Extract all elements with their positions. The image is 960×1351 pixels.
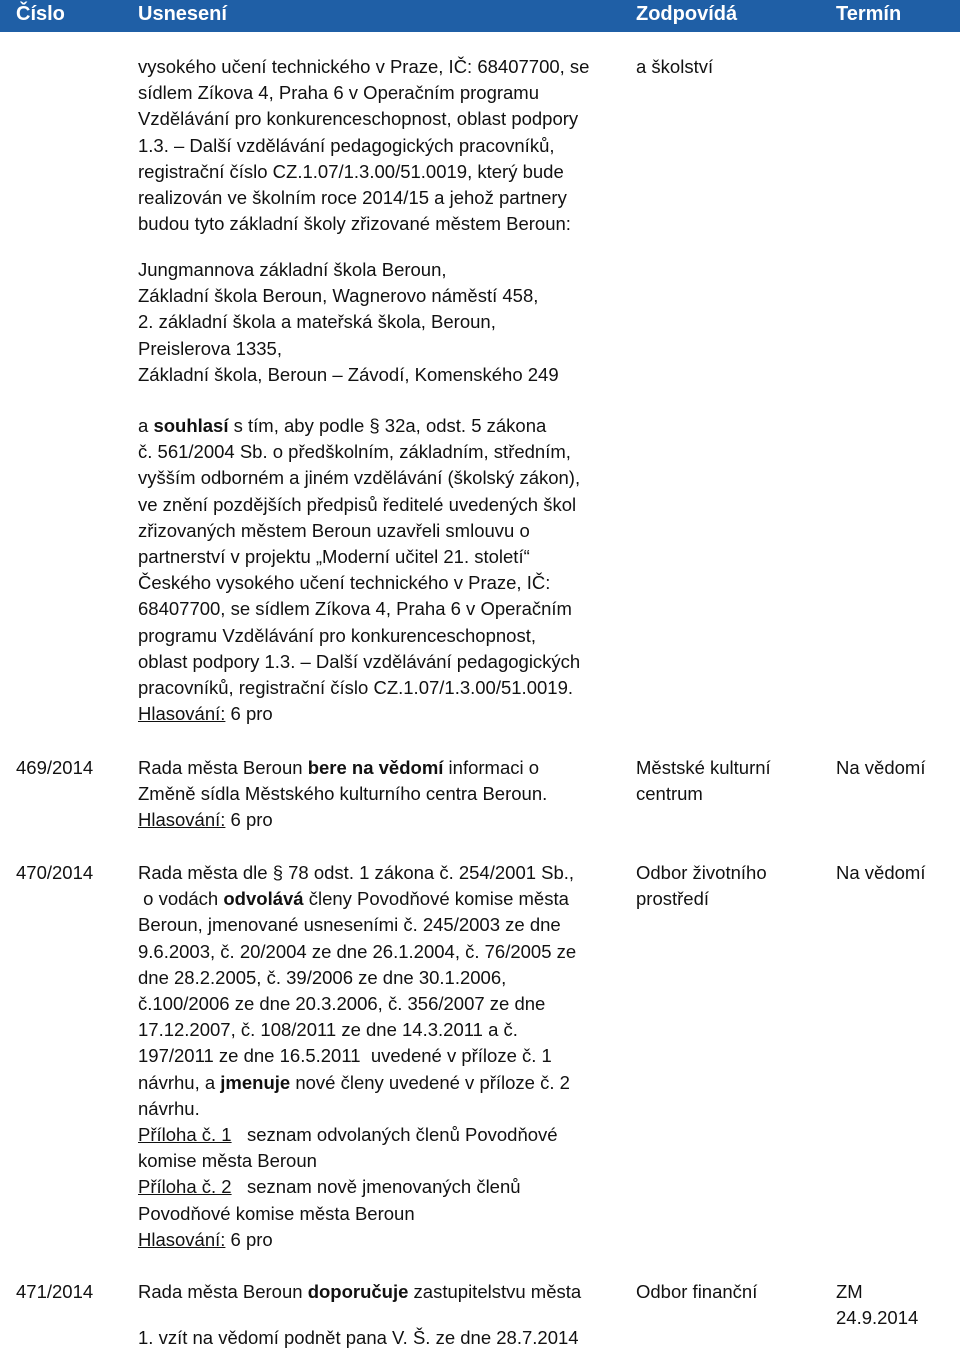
- text-line: Vzdělávání pro konkurenceschopnost, oblast podpory: [138, 108, 579, 130]
- vote-label: Hlasování:: [138, 703, 226, 725]
- list-item: 1. vzít na vědomí podnět pana V. Š. ze dne 28.7.2014: [138, 1327, 579, 1349]
- vote-value: 6 pro: [225, 1228, 273, 1250]
- attachment-label: Příloha č. 2: [138, 1176, 232, 1198]
- text-line: dne 28.2.2005, č. 39/2006 ze dne 30.1.2006,: [138, 966, 507, 988]
- text-fragment: Rada města Beroun: [138, 757, 308, 778]
- header-usneseni: Usnesení: [138, 3, 227, 25]
- school-item: Jungmannova základní škola Beroun,: [138, 259, 447, 280]
- text-line: Českého vysokého učení technického v Praze, IČ:: [138, 572, 551, 594]
- resolution-text: [138, 755, 638, 834]
- text-line: programu Vzdělávání pro konkurenceschopnost,: [138, 624, 536, 646]
- text-fragment: seznam nově jmenovaných členů: [231, 1176, 521, 1198]
- resolution-text: [138, 860, 638, 1253]
- vote-label: Hlasování:: [138, 1228, 226, 1250]
- school-item: Základní škola, Beroun – Závodí, Komenského 249: [138, 363, 559, 385]
- text-line: 17.12.2007, č. 108/2011 ze dne 14.3.2011 a č.: [138, 1019, 518, 1041]
- text-line: 9.6.2003, č. 20/2004 ze dne 26.1.2004, č. 76/2005 ze: [138, 940, 577, 962]
- text-line: 68407700, se sídlem Zíkova 4, Praha 6 v Operačním: [138, 598, 572, 620]
- text-fragment: seznam odvolaných členů Povodňové: [231, 1124, 558, 1146]
- responsible: [636, 860, 826, 912]
- text-line: [138, 755, 638, 781]
- text-line: komise města Beroun: [138, 1150, 317, 1172]
- text-line: Beroun, jmenované usneseními č. 245/2003 ze dne: [138, 914, 561, 936]
- text-line: Rada města dle § 78 odst. 1 zákona č. 254/2001 Sb.,: [138, 862, 575, 883]
- attachment-line: [138, 1122, 638, 1148]
- consent-text: [138, 413, 638, 727]
- text-line: ZM: [836, 1281, 863, 1302]
- text-fragment: nové členy uvedené v příloze č. 2: [290, 1071, 570, 1093]
- vote-value: 6 pro: [225, 809, 273, 831]
- deadline: Na vědomí: [836, 757, 926, 778]
- vote-line: [138, 701, 638, 727]
- bold-term: odvolává: [223, 888, 304, 910]
- text-line: ve znění pozdějších předpisů ředitelé uvedených škol: [138, 493, 577, 515]
- vote-value: 6 pro: [225, 703, 273, 725]
- text-line: 197/2011 ze dne 16.5.2011 uvedené v příloze č. 1: [138, 1045, 552, 1067]
- text-line: registrační číslo CZ.1.07/1.3.00/51.0019, který bude: [138, 160, 564, 182]
- text-line: pracovníků, registrační číslo CZ.1.07/1.3.00/51.0019.: [138, 677, 573, 699]
- header-cislo: Číslo: [16, 3, 65, 25]
- school-item: 2. základní škola a mateřská škola, Beroun,: [138, 311, 496, 333]
- text-line: vyšším odborném a jiném vzdělávání (školský zákon),: [138, 467, 581, 489]
- text-line: Změně sídla Městského kulturního centra Beroun.: [138, 783, 548, 805]
- vote-line: [138, 1227, 638, 1253]
- bold-term: jmenuje: [220, 1071, 291, 1093]
- text-fragment: a: [138, 415, 154, 436]
- text-line: oblast podpory 1.3. – Další vzdělávání pedagogických: [138, 650, 581, 672]
- text-fragment: o vodách: [138, 888, 224, 910]
- bold-term: bere na vědomí: [307, 757, 444, 778]
- text-line: Povodňové komise města Beroun: [138, 1202, 415, 1224]
- deadline: Na vědomí: [836, 862, 926, 883]
- resolution-text: [138, 1279, 638, 1351]
- responsible: Odbor finanční: [636, 1281, 758, 1302]
- text-line: č. 561/2004 Sb. o předškolním, základním, středním,: [138, 441, 571, 463]
- text-line: budou tyto základní školy zřizované městem Beroun:: [138, 213, 571, 235]
- text-line: 1.3. – Další vzdělávání pedagogických pracovníků,: [138, 134, 555, 156]
- text-line: 24.9.2014: [836, 1307, 919, 1329]
- school-list: [138, 257, 638, 388]
- responsible: [636, 755, 826, 807]
- text-fragment: informaci o: [443, 757, 540, 778]
- bold-term: doporučuje: [307, 1281, 409, 1302]
- school-item: Preislerova 1335,: [138, 337, 282, 359]
- text-fragment: návrhu, a: [138, 1071, 221, 1093]
- text-fragment: zastupitelstvu města: [408, 1281, 582, 1302]
- text-line: [138, 413, 638, 439]
- text-line: [138, 1070, 638, 1096]
- text-line: č.100/2006 ze dne 20.3.2006, č. 356/2007 ze dne: [138, 993, 546, 1015]
- continuation-text: [138, 54, 638, 237]
- text-line: centrum: [636, 783, 703, 805]
- text-fragment: členy Povodňové komise města: [303, 888, 569, 910]
- text-line: realizován ve školním roce 2014/15 a jehož partnery: [138, 187, 567, 209]
- text-line: [138, 1279, 638, 1305]
- resolution-number: 470/2014: [16, 862, 94, 883]
- responsible: a školství: [636, 56, 714, 77]
- table-header: [0, 0, 960, 32]
- text-fragment: Rada města Beroun: [138, 1281, 308, 1302]
- text-line: sídlem Zíkova 4, Praha 6 v Operačním programu: [138, 82, 540, 104]
- deadline: [836, 1279, 956, 1331]
- text-line: zřizovaných městem Beroun uzavřeli smlouvu o: [138, 519, 530, 541]
- header-termin: Termín: [836, 3, 902, 25]
- vote-line: [138, 807, 638, 833]
- vote-label: Hlasování:: [138, 809, 226, 831]
- text-line: prostředí: [636, 888, 710, 910]
- text-line: [138, 886, 638, 912]
- resolution-number: 471/2014: [16, 1281, 94, 1302]
- text-line: Odbor životního: [636, 862, 767, 883]
- text-line: partnerství v projektu „Moderní učitel 21. století“: [138, 546, 530, 568]
- bold-term: souhlasí: [153, 415, 229, 436]
- attachment-line: [138, 1174, 638, 1200]
- resolution-number: 469/2014: [16, 757, 94, 778]
- text-line: vysokého učení technického v Praze, IČ: 68407700, se: [138, 56, 590, 77]
- header-zodpovida: Zodpovídá: [636, 3, 738, 25]
- text-line: Městské kulturní: [636, 757, 771, 778]
- attachment-label: Příloha č. 1: [138, 1124, 232, 1146]
- text-line: návrhu.: [138, 1097, 200, 1119]
- school-item: Základní škola Beroun, Wagnerovo náměstí 458,: [138, 285, 539, 307]
- text-fragment: s tím, aby podle § 32a, odst. 5 zákona: [228, 415, 547, 436]
